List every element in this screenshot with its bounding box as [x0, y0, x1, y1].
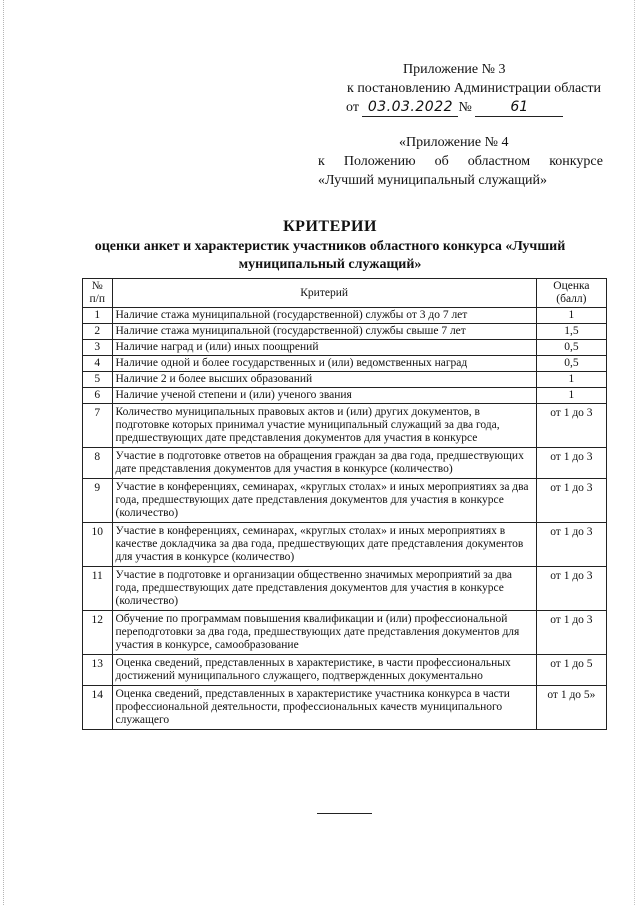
header-number: № п/п	[83, 279, 113, 308]
row-score: 0,5	[536, 356, 606, 372]
row-number: 8	[83, 448, 113, 479]
row-number: 7	[83, 404, 113, 448]
header-criterion: Критерий	[112, 279, 536, 308]
table-row	[83, 388, 607, 404]
table-row	[83, 686, 607, 730]
number-label: №	[458, 100, 472, 115]
table-row	[83, 523, 607, 567]
row-criterion: Наличие ученой степени и (или) ученого звания	[112, 388, 536, 404]
regulation-word: конкурсе	[549, 154, 603, 169]
table-row	[83, 655, 607, 686]
table-row	[83, 611, 607, 655]
table-row	[83, 479, 607, 523]
row-criterion: Наличие стажа муниципальной (государственной) службы от 3 до 7 лет	[112, 308, 536, 324]
row-criterion: Наличие наград и (или) иных поощрений	[112, 340, 536, 356]
row-score: от 1 до 3	[536, 611, 606, 655]
handwritten-date: 03.03.2022	[362, 99, 458, 117]
handwritten-number: 61	[475, 99, 563, 117]
row-score: от 1 до 3	[536, 448, 606, 479]
document-title: КРИТЕРИИ	[283, 218, 377, 235]
appendix-block	[318, 60, 603, 117]
date-prefix: от	[346, 100, 359, 115]
table-row	[83, 567, 607, 611]
row-number: 9	[83, 479, 113, 523]
row-criterion: Количество муниципальных правовых актов и (или) других документов, в подготовке которых принимал участие муниципальный служащий за два года, предшествующих дате представления документов для участия в конкурсе	[112, 404, 536, 448]
regulation-word: Положению	[343, 154, 416, 169]
row-number: 2	[83, 324, 113, 340]
row-score: 0,5	[536, 340, 606, 356]
row-number: 13	[83, 655, 113, 686]
row-score: 1	[536, 372, 606, 388]
table-row	[83, 372, 607, 388]
row-number: 12	[83, 611, 113, 655]
row-number: 11	[83, 567, 113, 611]
row-number: 3	[83, 340, 113, 356]
regulation-line	[318, 152, 603, 171]
table-header-row	[83, 279, 607, 308]
header-score: Оценка (балл)	[536, 279, 606, 308]
regulation-block	[318, 133, 603, 190]
row-number: 1	[83, 308, 113, 324]
row-criterion: Обучение по программам повышения квалификации и (или) профессиональной переподготовки за два года, предшествующих дате представления документов для участия в конкурсе, самообразование	[112, 611, 536, 655]
row-score: от 1 до 5»	[536, 686, 606, 730]
table-row	[83, 356, 607, 372]
regulation-word: об	[434, 154, 449, 169]
table-row	[83, 448, 607, 479]
row-criterion: Наличие одной и более государственных и (или) ведомственных наград	[112, 356, 536, 372]
appendix-title: Приложение № 3	[403, 62, 506, 77]
appendix-date-line	[318, 98, 603, 117]
end-divider	[317, 813, 372, 814]
row-criterion: Участие в конференциях, семинарах, «круглых столах» и иных мероприятиях за два года, предшествующих дате представления документов для участия в конкурсе (количество)	[112, 479, 536, 523]
regulation-word: к	[318, 154, 325, 169]
row-score: 1	[536, 308, 606, 324]
document-subtitle: оценки анкет и характеристик участников областного конкурса «Лучший муниципальный служащий»	[94, 239, 566, 272]
row-criterion: Наличие 2 и более высших образований	[112, 372, 536, 388]
row-criterion: Оценка сведений, представленных в характеристике, в части профессиональных достижений муниципального служащего, подтвержденных документально	[112, 655, 536, 686]
row-number: 10	[83, 523, 113, 567]
row-criterion: Участие в подготовке и организации общественно значимых мероприятий за два года, предшествующих дате представления документов для участия в конкурсе (количество)	[112, 567, 536, 611]
row-score: от 1 до 3	[536, 523, 606, 567]
row-criterion: Участие в подготовке ответов на обращения граждан за два года, предшествующих дате представления документов для участия в конкурсе (количество)	[112, 448, 536, 479]
page-edge-right	[634, 0, 636, 905]
row-score: 1,5	[536, 324, 606, 340]
regulation-title: «Приложение № 4	[399, 135, 509, 150]
row-number: 14	[83, 686, 113, 730]
table-row	[83, 404, 607, 448]
row-score: 1	[536, 388, 606, 404]
contest-name: «Лучший муниципальный служащий»	[318, 173, 548, 188]
row-score: от 1 до 3	[536, 479, 606, 523]
row-criterion: Оценка сведений, представленных в характеристике участника конкурса в части профессиональной деятельности, профессиональных качеств муниципального служащего	[112, 686, 536, 730]
regulation-word: областном	[467, 154, 531, 169]
row-score: от 1 до 5	[536, 655, 606, 686]
row-number: 4	[83, 356, 113, 372]
row-criterion: Наличие стажа муниципальной (государственной) службы свыше 7 лет	[112, 324, 536, 340]
criteria-table	[82, 278, 607, 730]
page-edge-left	[3, 0, 5, 905]
appendix-resolution: к постановлению Администрации области	[347, 81, 601, 96]
table-row	[83, 340, 607, 356]
row-score: от 1 до 3	[536, 567, 606, 611]
row-number: 6	[83, 388, 113, 404]
table-row	[83, 324, 607, 340]
row-score: от 1 до 3	[536, 404, 606, 448]
row-number: 5	[83, 372, 113, 388]
table-row	[83, 308, 607, 324]
row-criterion: Участие в конференциях, семинарах, «круглых столах» и иных мероприятиях в качестве докладчика за два года, предшествующих дате представления документов для участия в конкурсе (количество)	[112, 523, 536, 567]
